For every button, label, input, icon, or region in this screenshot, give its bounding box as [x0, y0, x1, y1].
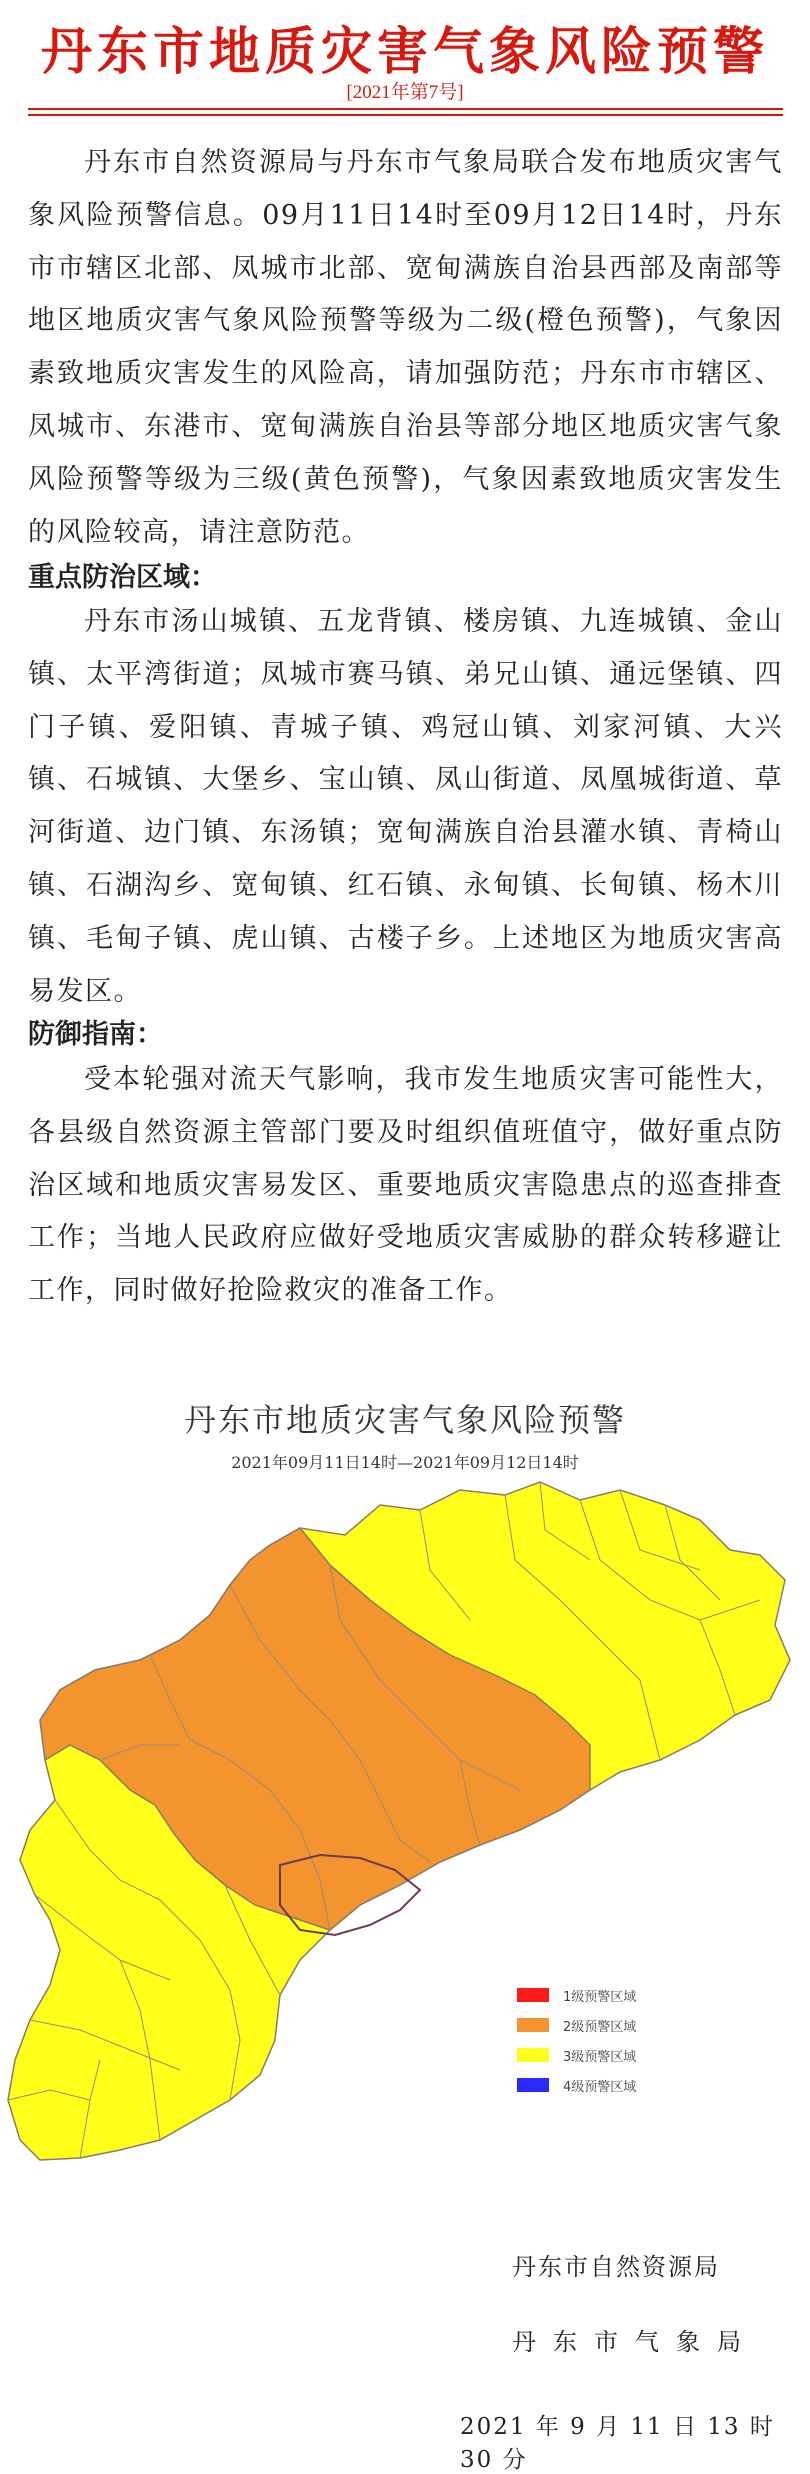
issue-datetime: 2021 年 9 月 11 日 13 时 30 分	[460, 2414, 775, 2473]
legend-swatch	[517, 2048, 549, 2062]
areas-heading: 重点防治区域：	[28, 562, 217, 593]
areas-paragraph: 丹东市汤山城镇、五龙背镇、楼房镇、九连城镇、金山镇、太平湾街道；凤城市赛马镇、弟兄山镇、通远堡镇、四门子镇、爱阳镇、青城子镇、鸡冠山镇、刘家河镇、大兴镇、石城镇、大堡乡、宝山镇、凤山街道、凤凰城街道、草河街道、边门镇、东汤镇；宽甸满族自治县灌水镇、青椅山镇、石湖沟乡、宽甸镇、红石镇、永甸镇、长甸镇、杨木川镇、毛甸子镇、虎山镇、古楼子乡。上述地区为地质灾害高易发区。	[28, 606, 783, 1007]
guide-heading: 防御指南：	[28, 1019, 163, 1050]
issue-number: [2021年第7号]	[346, 82, 464, 103]
legend-item	[517, 2040, 636, 2070]
legend-label: 2级预警区域	[563, 2019, 637, 2035]
legend-label: 3级预警区域	[563, 2049, 637, 2065]
header-divider-bottom	[28, 114, 783, 116]
intro-paragraph: 丹东市自然资源局与丹东市气象局联合发布地质灾害气象风险预警信息。09月11日14时至09月12日14时，丹东市市辖区北部、凤城市北部、宽甸满族自治县西部及南部等地区地质灾害气象风险预警等级为二级(橙色预警)，气象因素致地质灾害发生的风险高，请加强防范；丹东市市辖区、凤城市、东港市、宽甸满族自治县等部分地区地质灾害气象风险预警等级为三级(黄色预警)，气象因素致地质灾害发生的风险较高，请注意防范。	[28, 147, 783, 548]
warning-map	[0, 1480, 810, 2180]
legend-item	[517, 2010, 636, 2040]
legend-item	[517, 1980, 636, 2010]
legend-label: 1级预警区域	[563, 1989, 637, 2005]
guide-paragraph: 受本轮强对流天气影响，我市发生地质灾害可能性大，各县级自然资源主管部门要及时组织值班值守，做好重点防治区域和地质灾害易发区、重要地质灾害隐患点的巡查排查工作；当地人民政府应做好受地质灾害威胁的群众转移避让工作，同时做好抢险救灾的准备工作。	[28, 1064, 783, 1307]
page-title: 丹东市地质灾害气象风险预警	[40, 22, 769, 82]
legend-item	[517, 2070, 636, 2100]
header-divider-top	[28, 108, 783, 110]
legend-swatch	[517, 1988, 549, 2002]
legend-swatch	[517, 2078, 549, 2092]
map-title: 丹东市地质灾害气象风险预警	[183, 1401, 626, 1439]
map-legend	[517, 1980, 636, 2100]
map-period: 2021年09月11日14时—2021年09月12日14时	[231, 1453, 579, 1472]
legend-swatch	[517, 2018, 549, 2032]
issuer-meteorology: 丹东市气象局	[512, 2328, 758, 2356]
legend-label: 4级预警区域	[563, 2079, 637, 2095]
issuer-natural-resources: 丹东市自然资源局	[512, 2253, 720, 2281]
